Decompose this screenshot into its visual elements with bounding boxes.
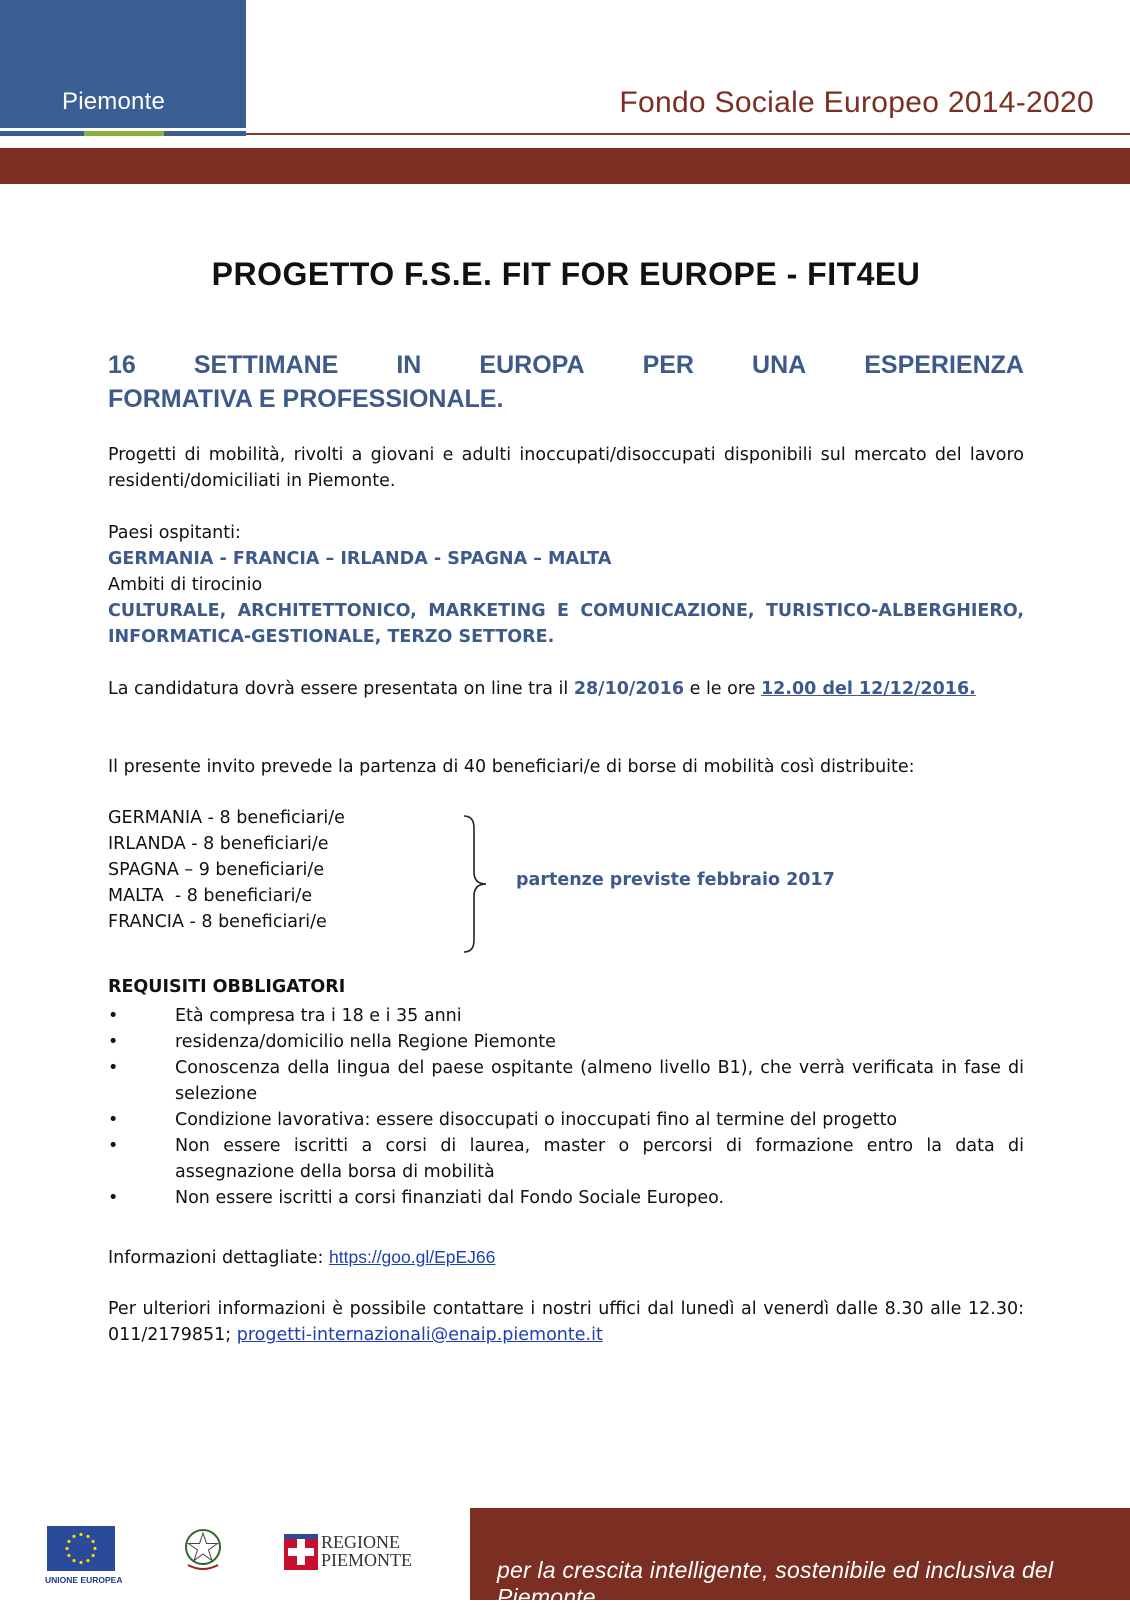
distribution-list (108, 805, 448, 935)
bullet-icon: • (108, 1110, 119, 1130)
distribution-item: SPAGNA – 9 beneficiari/e (108, 860, 325, 880)
distribution-item: IRLANDA - 8 beneficiari/e (108, 834, 329, 854)
subtitle-line-1 (108, 348, 1024, 382)
bullet-icon: • (108, 1058, 119, 1078)
subtitle-word: 16 (108, 351, 136, 379)
contact-text: Per ulteriori informazioni è possibile contattare i nostri uffici dal lunedì al venerdì dalle 8.30 alle 12.30: 011/2179851; (108, 1299, 1024, 1345)
subtitle-word: UNA (752, 351, 807, 379)
header-band (0, 148, 1130, 184)
requirement-text: Non essere iscritti a corsi di laurea, master o percorsi di formazione entro la data di assegnazione della borsa di mobilità (175, 1136, 1024, 1182)
eu-label: UNIONE EUROPEA (45, 1575, 123, 1585)
requirement-item (108, 1107, 1024, 1133)
info-label: Informazioni dettagliate: (108, 1248, 324, 1268)
requirement-text: Non essere iscritti a corsi finanziati dal Fondo Sociale Europeo. (175, 1188, 725, 1208)
piemonte-shield-icon (283, 1533, 319, 1571)
internship-areas-value: CULTURALE, ARCHITETTONICO, MARKETING E COMUNICAZIONE, TURISTICO-ALBERGHIERO, INFORMATICA-GESTIONALE, TERZO SETTORE. (108, 601, 1024, 647)
distribution-item: MALTA - 8 beneficiari/e (108, 886, 313, 906)
distribution-intro: Il presente invito prevede la partenza di 40 beneficiari/e di borse di mobilità così distribuite: (108, 757, 915, 777)
distribution-item: GERMANIA - 8 beneficiari/e (108, 808, 345, 828)
contact-email-link[interactable]: progetti-internazionali@enaip.piemonte.it (236, 1325, 603, 1345)
requirements-list (108, 1003, 1024, 1211)
stripe-green (84, 131, 164, 136)
requirements-title: REQUISITI OBBLIGATORI (108, 977, 346, 997)
eu-flag-icon (47, 1526, 115, 1571)
piemonte-logo (0, 0, 246, 128)
application-start-date: 28/10/2016 (573, 679, 685, 699)
subtitle-word: IN (396, 351, 422, 379)
application-text: La candidatura dovrà essere presentata on line tra il (108, 679, 569, 699)
stripe-blue (0, 131, 84, 136)
contact-paragraph (108, 1296, 1024, 1348)
requirement-text: Conoscenza della lingua del paese ospitante (almeno livello B1), che verrà verificata in fase di selezione (175, 1058, 1024, 1104)
footer-slogan: per la crescita intelligente, sostenibile ed inclusiva del Piemonte (497, 1557, 1054, 1610)
application-deadline: 12.00 del 12/12/2016. (761, 679, 976, 699)
requirement-item (108, 1185, 1024, 1211)
subtitle-word: ESPERIENZA (864, 351, 1024, 379)
info-paragraph (108, 1244, 1024, 1271)
application-text-middle: e le ore (689, 679, 756, 699)
curly-brace-icon (462, 814, 492, 954)
eu-stars-icon (47, 1526, 115, 1571)
bullet-icon: • (108, 1136, 119, 1156)
requirement-item (108, 1029, 1024, 1055)
italian-republic-emblem-icon (180, 1525, 226, 1573)
host-countries-value: GERMANIA - FRANCIA – IRLANDA - SPAGNA – MALTA (108, 549, 612, 569)
bullet-icon: • (108, 1032, 119, 1052)
requirement-item (108, 1133, 1024, 1185)
requirement-text: Condizione lavorativa: essere disoccupati o inoccupati fino al termine del progetto (175, 1110, 898, 1130)
document-subtitle (108, 348, 1024, 416)
bullet-icon: • (108, 1006, 119, 1026)
application-paragraph (108, 676, 1024, 702)
host-countries-label: Paesi ospitanti: (108, 523, 241, 543)
logo-text: Piemonte (62, 88, 165, 115)
regione-piemonte-text: REGIONE PIEMONTE (321, 1532, 412, 1570)
internship-areas-label: Ambiti di tirocinio (108, 575, 263, 595)
subtitle-word: PER (642, 351, 694, 379)
requirement-item (108, 1003, 1024, 1029)
info-link[interactable]: https://goo.gl/EpEJ66 (329, 1247, 496, 1267)
page-header (0, 0, 1130, 185)
subtitle-line-2: FORMATIVA E PROFESSIONALE. (108, 385, 504, 413)
stripe-blue-right (164, 131, 246, 136)
bullet-icon: • (108, 1188, 119, 1208)
logo-stripes (0, 131, 246, 136)
subtitle-word: SETTIMANE (193, 351, 339, 379)
intro-paragraph: Progetti di mobilità, rivolti a giovani e adulti inoccupati/disoccupati disponibili sul mercato del lavoro residenti/domiciliati in Piemonte. (108, 445, 1024, 491)
requirement-text: Età compresa tra i 18 e i 35 anni (175, 1006, 462, 1026)
header-divider (246, 133, 1130, 135)
subtitle-word: EUROPA (479, 351, 585, 379)
departures-note: partenze previste febbraio 2017 (516, 870, 835, 890)
requirement-text: residenza/domicilio nella Regione Piemonte (175, 1032, 556, 1052)
distribution-item: FRANCIA - 8 beneficiari/e (108, 912, 327, 932)
document-title: PROGETTO F.S.E. FIT FOR EUROPE - FIT4EU (211, 256, 921, 292)
requirement-item (108, 1055, 1024, 1107)
program-title: Fondo Sociale Europeo 2014-2020 (619, 86, 1094, 119)
